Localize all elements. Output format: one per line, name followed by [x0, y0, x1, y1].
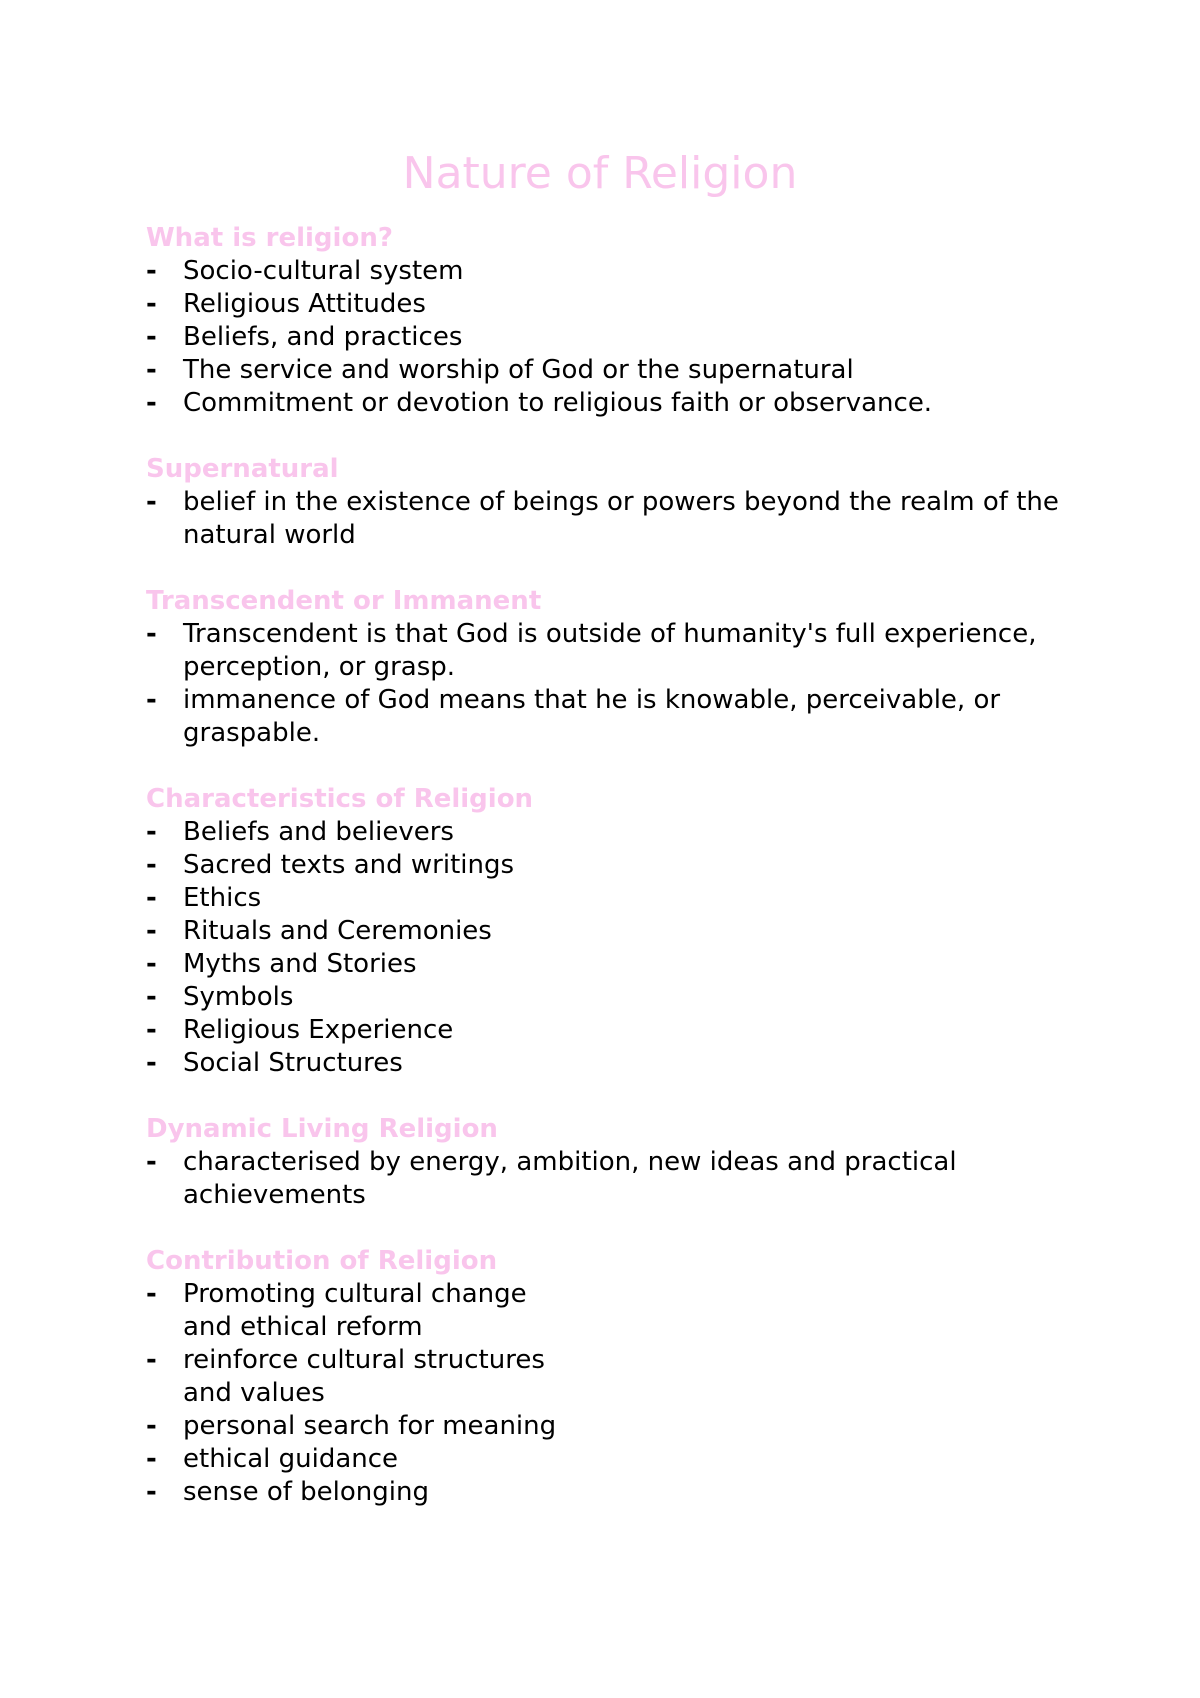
dash-bullet: - [146, 1015, 157, 1045]
list-item [146, 1410, 1086, 1443]
document-body [146, 222, 1086, 1542]
list-item [146, 915, 1086, 948]
bullet-list [146, 255, 1086, 420]
list-item [146, 816, 1086, 849]
list-item [146, 981, 1086, 1014]
list-item-text: The service and worship of God or the supernatural [183, 355, 854, 385]
list-item-text: Sacred texts and writings [183, 850, 515, 880]
bullet-list [146, 816, 1086, 1080]
dash-bullet: - [146, 487, 157, 517]
bullet-list [146, 486, 1086, 552]
page-title: Nature of Religion [402, 148, 798, 199]
bullet-list [146, 1278, 1086, 1509]
dash-bullet: - [146, 1444, 157, 1474]
list-item [146, 321, 1086, 354]
list-item [146, 684, 1086, 750]
list-item-text: Commitment or devotion to religious faith or observance. [183, 388, 933, 418]
bullet-list [146, 618, 1086, 750]
dash-bullet: - [146, 1279, 157, 1309]
dash-bullet: - [146, 949, 157, 979]
section-heading: Contribution of Religion [146, 1246, 498, 1276]
dash-bullet: - [146, 355, 157, 385]
list-item-text: characterised by energy, ambition, new ideas and practical achievements [183, 1147, 957, 1210]
list-item-text: Rituals and Ceremonies [183, 916, 492, 946]
section-supernatural [146, 453, 1086, 552]
dash-bullet: - [146, 817, 157, 847]
list-item-text: Myths and Stories [183, 949, 417, 979]
list-item-text: Ethics [183, 883, 262, 913]
section-heading: Supernatural [146, 454, 339, 484]
section-heading: Transcendent or Immanent [146, 586, 542, 616]
list-item-text: sense of belonging [183, 1477, 429, 1507]
list-item-text: Socio-cultural system [183, 256, 464, 286]
dash-bullet: - [146, 1147, 157, 1177]
list-item-text: reinforce cultural structures and values [183, 1345, 545, 1408]
list-item-text: Symbols [183, 982, 294, 1012]
dash-bullet: - [146, 322, 157, 352]
dash-bullet: - [146, 1345, 157, 1375]
list-item [146, 1278, 1086, 1344]
dash-bullet: - [146, 883, 157, 913]
list-item-text: Beliefs and believers [183, 817, 454, 847]
dash-bullet: - [146, 1048, 157, 1078]
list-item-text: immanence of God means that he is knowable, perceivable, or graspable. [183, 685, 1001, 748]
list-item-text: Transcendent is that God is outside of humanity's full experience, perception, or grasp. [183, 619, 1037, 682]
dash-bullet: - [146, 916, 157, 946]
list-item [146, 1047, 1086, 1080]
list-item-text: Promoting cultural change and ethical reform [183, 1279, 527, 1342]
list-item [146, 255, 1086, 288]
section-heading: Dynamic Living Religion [146, 1114, 498, 1144]
list-item-text: Social Structures [183, 1048, 403, 1078]
list-item-text: Religious Experience [183, 1015, 454, 1045]
dash-bullet: - [146, 289, 157, 319]
list-item [146, 948, 1086, 981]
section-characteristics-of-religion [146, 783, 1086, 1080]
list-item [146, 486, 1086, 552]
list-item [146, 354, 1086, 387]
dash-bullet: - [146, 982, 157, 1012]
list-item [146, 618, 1086, 684]
list-item [146, 1014, 1086, 1047]
section-what-is-religion [146, 222, 1086, 420]
dash-bullet: - [146, 256, 157, 286]
list-item [146, 387, 1086, 420]
bullet-list [146, 1146, 1086, 1212]
list-item-text: personal search for meaning [183, 1411, 557, 1441]
section-heading: Characteristics of Religion [146, 784, 534, 814]
list-item-text: ethical guidance [183, 1444, 399, 1474]
dash-bullet: - [146, 850, 157, 880]
dash-bullet: - [146, 619, 157, 649]
list-item [146, 849, 1086, 882]
list-item [146, 1476, 1086, 1509]
list-item-text: Beliefs, and practices [183, 322, 463, 352]
section-contribution-of-religion [146, 1245, 1086, 1509]
list-item [146, 1443, 1086, 1476]
section-heading: What is religion? [146, 223, 393, 253]
dash-bullet: - [146, 685, 157, 715]
dash-bullet: - [146, 1411, 157, 1441]
list-item-text: belief in the existence of beings or powers beyond the realm of the natural world [183, 487, 1059, 550]
dash-bullet: - [146, 1477, 157, 1507]
section-transcendent-or-immanent [146, 585, 1086, 750]
list-item [146, 1146, 1086, 1212]
list-item [146, 288, 1086, 321]
list-item [146, 882, 1086, 915]
dash-bullet: - [146, 388, 157, 418]
list-item-text: Religious Attitudes [183, 289, 426, 319]
list-item [146, 1344, 1086, 1410]
section-dynamic-living-religion [146, 1113, 1086, 1212]
